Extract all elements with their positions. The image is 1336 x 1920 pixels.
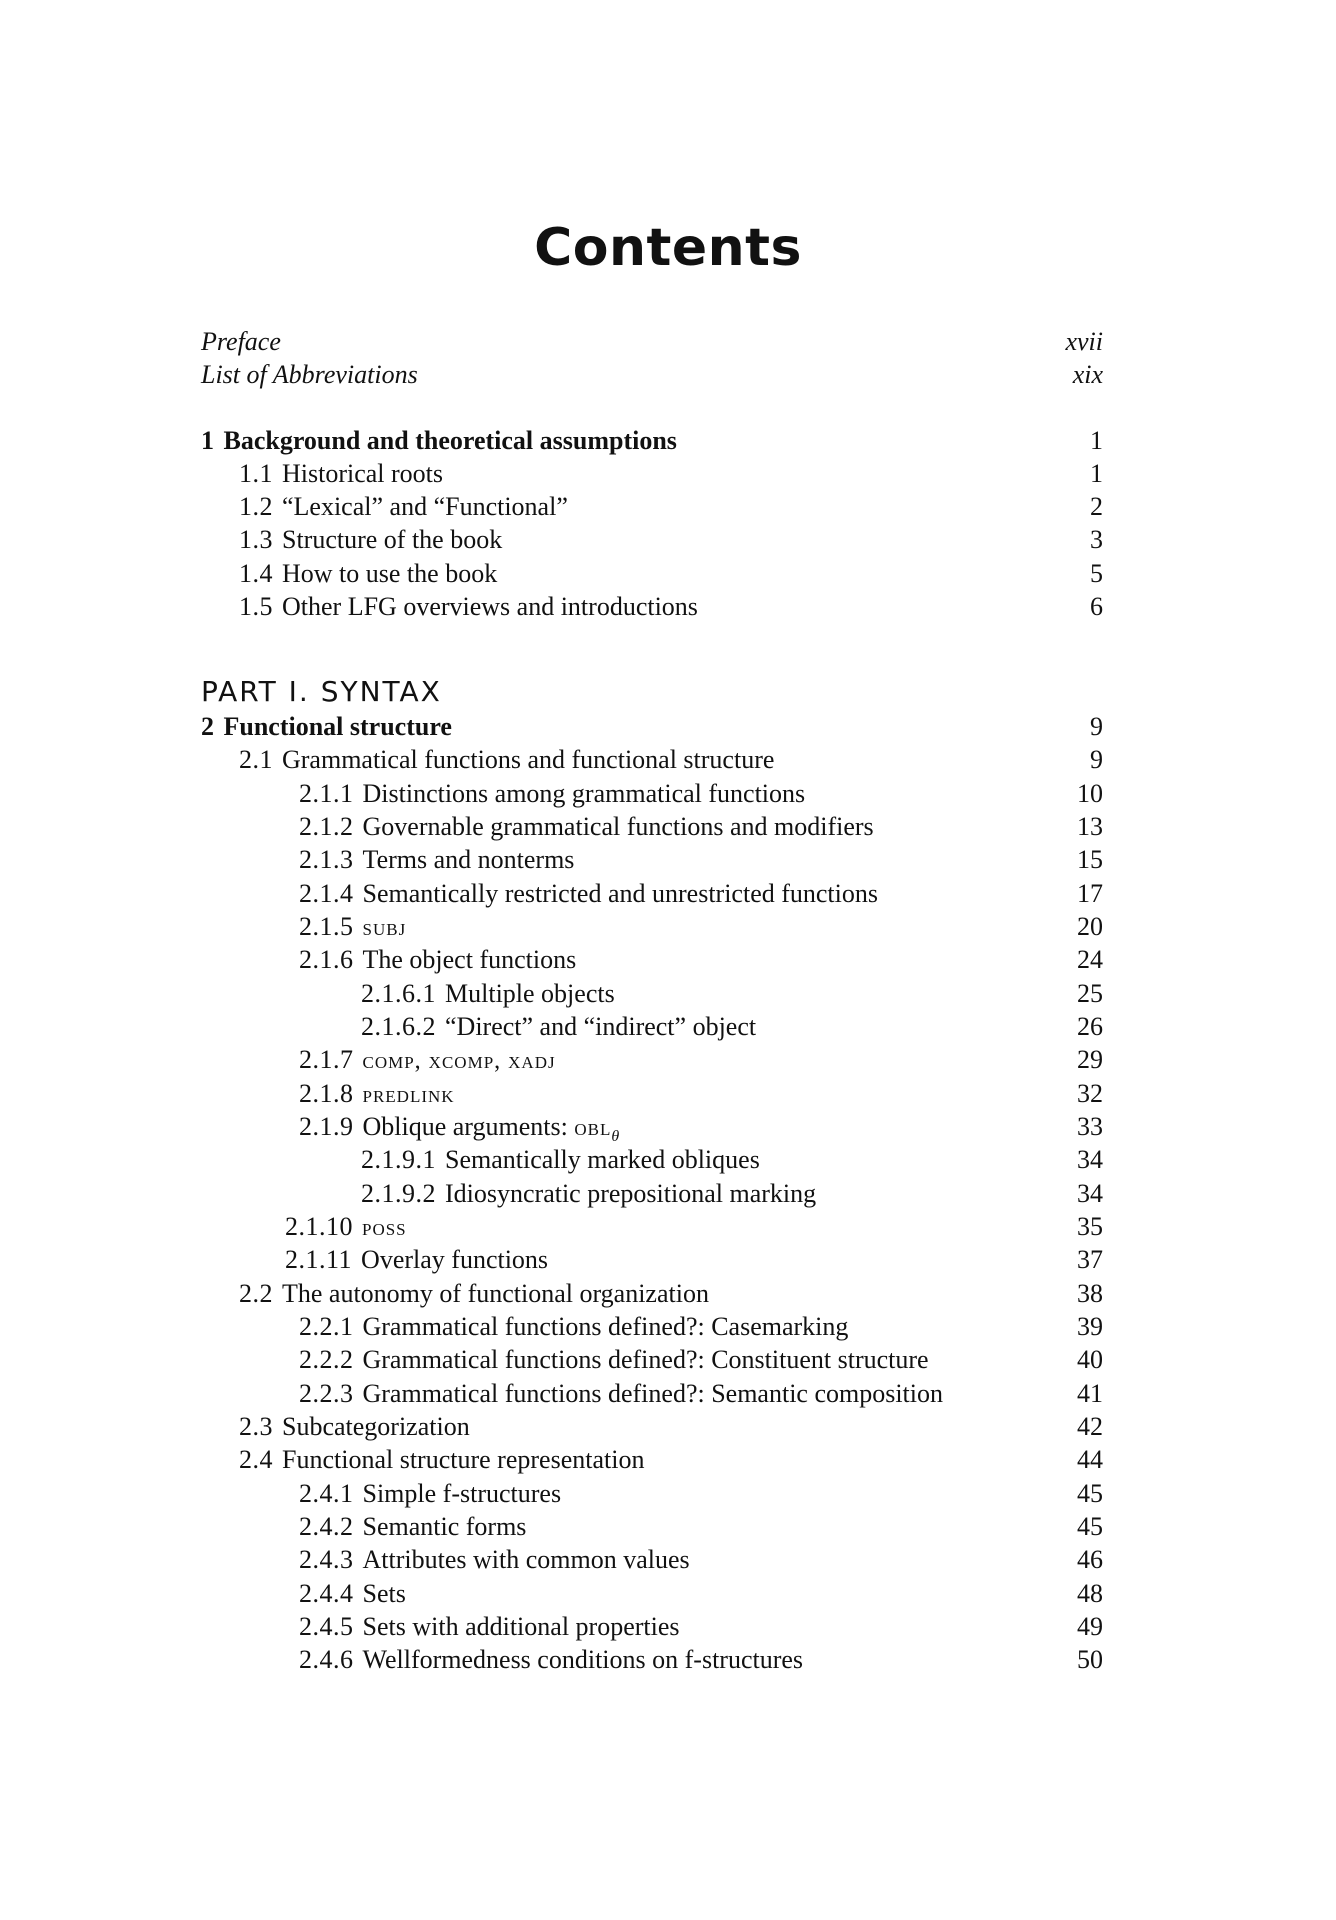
toc-entry-label xyxy=(201,710,452,744)
toc-entry-number: 2.1.9.2 xyxy=(361,1179,436,1208)
toc-entry-title: Structure of the book xyxy=(282,525,503,554)
toc-entry-label xyxy=(239,743,774,777)
toc-entry[interactable] xyxy=(0,1510,1336,1544)
toc-entry-label xyxy=(299,1543,690,1577)
toc-entry[interactable] xyxy=(0,843,1336,877)
toc-entry-page: 13 xyxy=(1077,812,1103,841)
toc-entry[interactable] xyxy=(0,424,1336,458)
toc-entry-page: 38 xyxy=(1077,1279,1103,1308)
toc-entry-title: Idiosyncratic prepositional marking xyxy=(445,1179,817,1208)
toc-entry-title: Functional structure representation xyxy=(282,1445,645,1474)
toc-entry-page: 45 xyxy=(1077,1479,1103,1508)
toc-entry-number: 2.1.4 xyxy=(299,879,354,908)
toc-entry-page: 42 xyxy=(1077,1412,1103,1441)
toc-entry-page: 10 xyxy=(1077,779,1103,808)
toc-entry-title: Functional structure xyxy=(223,712,452,741)
toc-entry-title: Oblique arguments: xyxy=(362,1112,575,1141)
toc-entry-number: 2 xyxy=(201,712,215,741)
toc-entry[interactable] xyxy=(0,1077,1336,1111)
toc-entry-label xyxy=(299,1477,561,1511)
toc-entry-number: 2.2.2 xyxy=(299,1345,354,1374)
toc-entry-label xyxy=(299,843,574,877)
toc-entry[interactable] xyxy=(0,810,1336,844)
toc-entry-number: 1.5 xyxy=(239,592,273,621)
toc-entry-title: Subcategorization xyxy=(282,1412,470,1441)
toc-entry-number: 2.1.9 xyxy=(299,1112,354,1141)
toc-entry[interactable] xyxy=(0,1610,1336,1644)
toc-entry-label xyxy=(239,457,443,491)
toc-entry-label xyxy=(299,810,874,844)
toc-entry-page: 20 xyxy=(1077,912,1103,941)
toc-entry[interactable] xyxy=(0,1110,1336,1144)
toc-entry-label xyxy=(299,910,406,945)
toc-entry-title: Simple f-structures xyxy=(362,1479,562,1508)
toc-entry-number: 1.1 xyxy=(239,459,273,488)
toc-entry-number: 1 xyxy=(201,426,215,455)
toc-entry[interactable] xyxy=(0,1043,1336,1077)
toc-entry-label xyxy=(299,1310,848,1344)
toc-entry[interactable] xyxy=(0,1277,1336,1311)
toc-entry-number: 2.1.2 xyxy=(299,812,354,841)
toc-entry-number: 2.2.3 xyxy=(299,1379,354,1408)
toc-entry[interactable] xyxy=(0,1410,1336,1444)
toc-entry-label xyxy=(299,777,805,811)
toc-entry-title: List of Abbreviations xyxy=(201,360,418,389)
toc-entry[interactable] xyxy=(0,1243,1336,1277)
toc-entry[interactable] xyxy=(0,977,1336,1011)
toc-entry-page: xvii xyxy=(1065,327,1103,356)
toc-entry-page: 34 xyxy=(1077,1179,1103,1208)
toc-entry-label xyxy=(201,424,677,458)
toc-entry-label xyxy=(299,877,878,911)
toc-entry-label xyxy=(299,1643,803,1677)
page-title: Contents xyxy=(534,218,802,278)
toc-entry-page: 3 xyxy=(1090,525,1103,554)
toc-entry-number: 2.4.2 xyxy=(299,1512,354,1541)
toc-entry-title: “Lexical” and “Functional” xyxy=(282,492,568,521)
toc-entry[interactable] xyxy=(0,358,1336,392)
toc-entry-title: Grammatical functions defined?: Semantic composition xyxy=(362,1379,944,1408)
toc-entry-page: 37 xyxy=(1077,1245,1103,1274)
toc-entry-number: 2.1.5 xyxy=(299,912,354,941)
toc-entry-title: Background and theoretical assumptions xyxy=(223,426,677,455)
toc-entry-page: 5 xyxy=(1090,559,1103,588)
toc-entry-number: 1.3 xyxy=(239,525,273,554)
toc-entry-label xyxy=(239,590,698,624)
toc-entry-number: 2.1.6.2 xyxy=(361,1012,436,1041)
toc-entry-page: 2 xyxy=(1090,492,1103,521)
toc-entry-page: 9 xyxy=(1090,745,1103,774)
toc-entry[interactable] xyxy=(0,1177,1336,1211)
toc-entry[interactable] xyxy=(0,1577,1336,1611)
toc-entry[interactable] xyxy=(0,1477,1336,1511)
toc-entry-label xyxy=(239,1277,709,1311)
toc-entry-label xyxy=(361,1143,760,1177)
toc-entry[interactable] xyxy=(0,943,1336,977)
toc-entry-number: 2.1.9.1 xyxy=(361,1145,436,1174)
toc-entry-number: 2.1.11 xyxy=(285,1245,353,1274)
toc-entry-title: Sets with additional properties xyxy=(362,1612,680,1641)
toc-entry-number: 2.1.6 xyxy=(299,945,354,974)
toc-entry-label xyxy=(239,1443,644,1477)
toc-entry-label xyxy=(299,943,576,977)
toc-entry-number: 2.1.8 xyxy=(299,1079,354,1108)
toc-entry[interactable] xyxy=(0,557,1336,591)
toc-entry[interactable] xyxy=(0,777,1336,811)
toc-entry-number: 2.4.3 xyxy=(299,1545,354,1574)
toc-entry[interactable] xyxy=(0,457,1336,491)
toc-entry-number: 2.1.3 xyxy=(299,845,354,874)
toc-entry-number: 2.1 xyxy=(239,745,273,774)
toc-entry-title: Semantically restricted and unrestricted functions xyxy=(362,879,878,908)
toc-entry-label xyxy=(299,1043,556,1078)
toc-entry-page: 40 xyxy=(1077,1345,1103,1374)
toc-entry-title: comp, xcomp, xadj xyxy=(362,1048,556,1074)
toc-entry-label xyxy=(239,557,497,591)
toc-entry-label xyxy=(299,1343,929,1377)
toc-entry-title: The object functions xyxy=(362,945,577,974)
toc-entry-title: Multiple objects xyxy=(445,979,615,1008)
toc-entry-page: 26 xyxy=(1077,1012,1103,1041)
toc-entry[interactable] xyxy=(0,743,1336,777)
toc-entry[interactable] xyxy=(0,1343,1336,1377)
toc-entry-title: Grammatical functions defined?: Casemarking xyxy=(362,1312,849,1341)
toc-entry-label xyxy=(361,1010,756,1044)
toc-entry-label xyxy=(299,1610,680,1644)
toc-entry[interactable] xyxy=(0,1010,1336,1044)
toc-entry-page: 25 xyxy=(1077,979,1103,1008)
toc-entry-label xyxy=(285,1243,548,1277)
toc-entry-subscript: θ xyxy=(611,1128,620,1146)
toc-entry[interactable] xyxy=(0,877,1336,911)
toc-entry-title: How to use the book xyxy=(282,559,498,588)
toc-entry[interactable] xyxy=(0,1377,1336,1411)
toc-entry-title: Semantic forms xyxy=(362,1512,527,1541)
toc-entry-number: 2.2.1 xyxy=(299,1312,354,1341)
toc-entry-label xyxy=(285,1210,407,1245)
toc-entry-page: 32 xyxy=(1077,1079,1103,1108)
toc-entry-number: 2.4.5 xyxy=(299,1612,354,1641)
toc-entry-page: 50 xyxy=(1077,1645,1103,1674)
toc-entry-page: 33 xyxy=(1077,1112,1103,1141)
toc-entry-label xyxy=(201,358,418,392)
toc-entry-number: 2.1.7 xyxy=(299,1045,354,1074)
toc-entry[interactable] xyxy=(0,325,1336,359)
toc-entry[interactable] xyxy=(0,1210,1336,1244)
toc-entry[interactable] xyxy=(0,1543,1336,1577)
toc-entry[interactable] xyxy=(0,1143,1336,1177)
toc-entry-title: Grammatical functions defined?: Constituent structure xyxy=(362,1345,929,1374)
toc-entry-title: Overlay functions xyxy=(361,1245,549,1274)
toc-entry-title: The autonomy of functional organization xyxy=(282,1279,709,1308)
toc-entry-title: Historical roots xyxy=(282,459,444,488)
toc-entry-label xyxy=(239,523,502,557)
toc-entry-title: Governable grammatical functions and modifiers xyxy=(362,812,874,841)
toc-entry-page: 29 xyxy=(1077,1045,1103,1074)
toc-entry[interactable] xyxy=(0,1643,1336,1677)
toc-entry-page: 6 xyxy=(1090,592,1103,621)
toc-entry-title: Sets xyxy=(362,1579,406,1608)
toc-entry[interactable] xyxy=(0,490,1336,524)
toc-entry-page: 49 xyxy=(1077,1612,1103,1641)
toc-entry-number: 2.1.6.1 xyxy=(361,979,436,1008)
toc-entry-title: “Direct” and “indirect” object xyxy=(445,1012,757,1041)
toc-entry-title: Wellformedness conditions on f-structures xyxy=(362,1645,804,1674)
toc-entry-page: 15 xyxy=(1077,845,1103,874)
toc-entry-title: Terms and nonterms xyxy=(362,845,575,874)
toc-entry-page: xix xyxy=(1072,360,1103,389)
toc-entry-number: 2.4.4 xyxy=(299,1579,354,1608)
toc-entry-number: 1.4 xyxy=(239,559,273,588)
toc-entry-page: 45 xyxy=(1077,1512,1103,1541)
part-heading: PART I. SYNTAX xyxy=(201,675,442,708)
toc-entry-function-name: obl xyxy=(574,1115,612,1141)
toc-entry-page: 1 xyxy=(1090,426,1103,455)
toc-entry[interactable] xyxy=(0,1443,1336,1477)
toc-entry[interactable] xyxy=(0,710,1336,744)
toc-entry-label xyxy=(201,325,281,359)
toc-entry-title: Preface xyxy=(201,327,281,356)
toc-entry-title: poss xyxy=(362,1215,407,1241)
toc-entry-number: 1.2 xyxy=(239,492,273,521)
toc-entry-page: 34 xyxy=(1077,1145,1103,1174)
toc-entry-page: 24 xyxy=(1077,945,1103,974)
toc-entry-title: predlink xyxy=(362,1082,455,1108)
toc-entry-label xyxy=(239,1410,470,1444)
toc-entry-page: 9 xyxy=(1090,712,1103,741)
toc-entry[interactable] xyxy=(0,1310,1336,1344)
toc-entry-title: Semantically marked obliques xyxy=(445,1145,760,1174)
toc-entry-number: 2.3 xyxy=(239,1412,273,1441)
toc-entry-label xyxy=(361,977,615,1011)
toc-entry-page: 35 xyxy=(1077,1212,1103,1241)
toc-entry-title: Other LFG overviews and introductions xyxy=(282,592,698,621)
toc-entry-label xyxy=(299,1577,406,1611)
toc-entry-page: 48 xyxy=(1077,1579,1103,1608)
toc-entry-page: 39 xyxy=(1077,1312,1103,1341)
toc-entry-number: 2.1.1 xyxy=(299,779,354,808)
toc-entry-label xyxy=(299,1377,943,1411)
toc-entry-title: Attributes with common values xyxy=(362,1545,690,1574)
toc-entry[interactable] xyxy=(0,590,1336,624)
toc-entry-page: 41 xyxy=(1077,1379,1103,1408)
toc-entry-title: Grammatical functions and functional structure xyxy=(282,745,775,774)
toc-entry-page: 1 xyxy=(1090,459,1103,488)
toc-entry-page: 46 xyxy=(1077,1545,1103,1574)
toc-entry-number: 2.4.6 xyxy=(299,1645,354,1674)
toc-entry-title: Distinctions among grammatical functions xyxy=(362,779,806,808)
toc-entry-number: 2.1.10 xyxy=(285,1212,353,1241)
toc-entry-label xyxy=(361,1177,816,1211)
toc-entry-page: 44 xyxy=(1077,1445,1103,1474)
toc-entry-page: 17 xyxy=(1077,879,1103,908)
toc-entry-label xyxy=(239,490,568,524)
toc-entry-number: 2.2 xyxy=(239,1279,273,1308)
toc-entry-number: 2.4.1 xyxy=(299,1479,354,1508)
toc-entry-label xyxy=(299,1510,526,1544)
toc-entry-number: 2.4 xyxy=(239,1445,273,1474)
toc-entry[interactable] xyxy=(0,523,1336,557)
toc-entry[interactable] xyxy=(0,910,1336,944)
toc-entry-title: subj xyxy=(362,915,407,941)
toc-entry-label xyxy=(299,1077,455,1112)
